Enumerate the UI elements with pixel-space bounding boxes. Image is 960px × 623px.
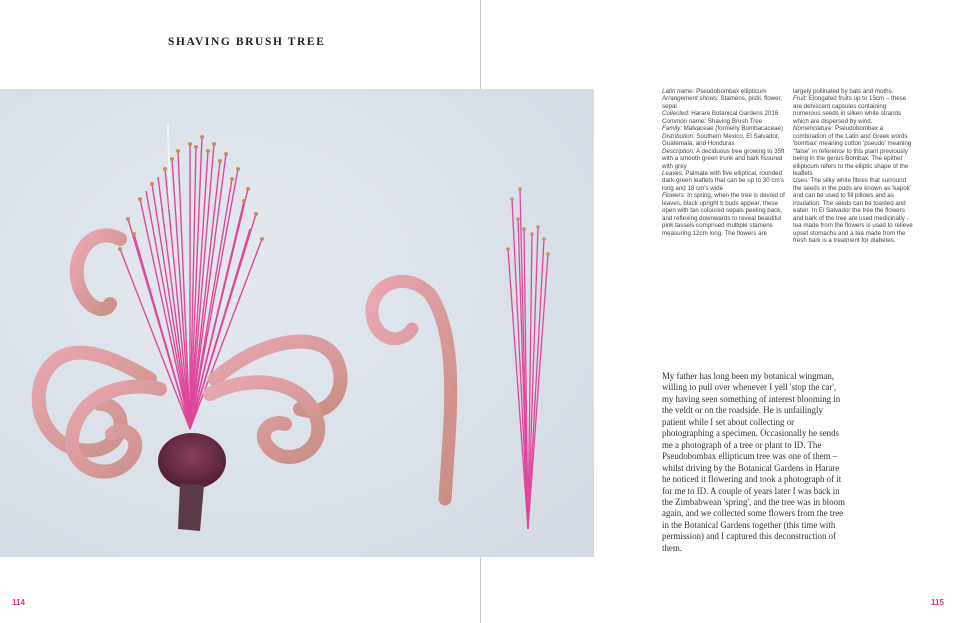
fact-label: Family: <box>662 125 682 133</box>
page-number-right: 115 <box>931 598 944 607</box>
fact-label: Distribution: <box>662 132 695 140</box>
essay-paragraph: My father has long been my botanical wingman, willing to pull over whenever I yell 'stop the car', my having seen something of interest blooming in the veldt or on the roadside. He is unfailingly patient while I set about collecting or photographing a specimen. Occasionally he sends me a photograph of a tree or plant to ID. The Pseudobombax ellipticum tree was one of them –whilst driving by the Botanical Gardens in Harare he noticed it flowering and took a photograph of it for me to ID. A couple of years later I was back in the Zimbabwean 'spring', and the tree was in bloom again, and we collected some flowers from the tree in the Botanical Gardens together (this time with permission) and I captured this deconstruction of them. <box>662 371 845 553</box>
fact-label: Flowers: <box>662 192 686 200</box>
fact-value: Shaving Brush Tree <box>706 117 763 125</box>
flower-receptacle <box>158 433 226 489</box>
fact-value: Malvaceae (formerly Bombacaceae) <box>681 125 784 133</box>
fact-value: Pseudobombax a combination of the Latin and Greek words 'bombax' meaning cotton 'pseudo' meaning "false" in reference to this plant previously being in the genus Bombax. The epithet ellipticum refers to the elliptic shape of the leaflets <box>793 125 912 177</box>
fact-label: Fruit: <box>793 95 808 103</box>
fact-value: Stamens, pistil, flower, sepal <box>662 95 783 110</box>
facts-text <box>793 88 915 245</box>
fact-value: Harare Botanical Gardens 2016 <box>689 110 779 118</box>
fact-label: Arrangement shows: <box>662 95 719 103</box>
fact-label: Nomenclature: <box>793 125 834 133</box>
fact-value: The silky white fibres that surround the seeds in the pods are known as 'kapok' and can be used to fill pillows and as insulation. The seeds can be toasted and eaten. In El Salvador the tree the flowers and bark of the tree are used medicinally - tea made from the flowers is used to relieve upset stomachs and a tea made from the fresh bark is a treatment for diabetes. <box>793 177 913 245</box>
page-number-left: 114 <box>12 598 25 607</box>
fact-label: Latin name: <box>662 88 695 95</box>
fact-value: largely pollinated by bats and moths. <box>793 88 894 95</box>
fact-label: Leaves: <box>662 169 684 177</box>
facts-text <box>662 88 788 237</box>
fact-value: Pseudobombax ellipticum <box>694 88 767 95</box>
fact-value: In spring, when the tree is devoid of leaves, black upright b buds appear, these open with tan coloured sepals peeling back, and reflexing downwards to reveal beautiful pink tassels comprised multiple stamens measuring 12cm long. The flowers are <box>662 192 785 237</box>
essay-text <box>662 371 847 554</box>
page-title: SHAVING BRUSH TREE <box>168 36 326 48</box>
flower-stem <box>178 484 204 531</box>
flower-deconstruction-photo <box>0 89 594 557</box>
fact-value: Elongated fruits up to 15cm – these are dehiscent capsules containing numerous seeds in silken white strands which are dispersed by wind. <box>793 95 907 125</box>
fact-label: Uses: <box>793 177 809 185</box>
facts-column-2 <box>793 88 915 245</box>
fact-value: A deciduous tree growing to 35ft with a smooth green trunk and bark fissured with grey <box>662 147 785 170</box>
fact-label: Collected: <box>662 110 690 118</box>
facts-column-1 <box>662 88 788 237</box>
fact-value: Southern Mexico, El Salvador, Guatemala, and Honduras <box>662 132 780 148</box>
fact-label: Common name: <box>662 117 707 125</box>
fact-label: Description: <box>662 147 695 155</box>
fact-value: Palmate with five elliptical, rounded dark-green leaflets that can be up to 30 cm's long and 18 cm's wide <box>662 169 784 192</box>
